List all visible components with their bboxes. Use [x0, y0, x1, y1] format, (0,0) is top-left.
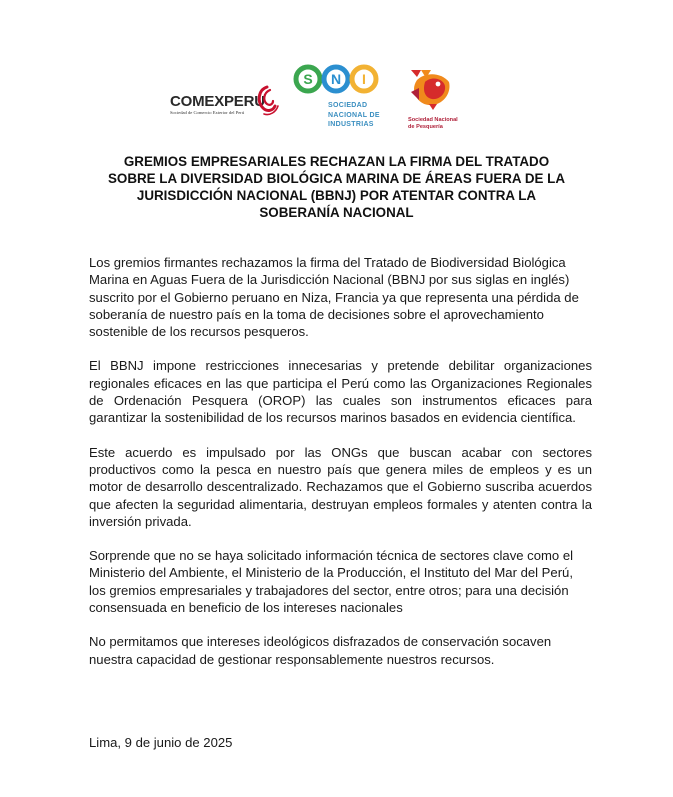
document-body [89, 254, 592, 685]
paragraph-4: Sorprende que no se haya solicitado información técnica de sectores clave como el Ministerio del Ambiente, el Ministerio de la Producción, el Instituto del Mar del Perú, los gremios empresariales y trabajadores del sector, entre otros; para una decisión consensuada en beneficio de los intereses nacionales [89, 548, 574, 616]
comexperu-subtitle: Sociedad de Comercio Exterior del Perú [170, 110, 245, 115]
paragraph-2: El BBNJ impone restricciones innecesarias y pretende debilitar organizaciones regionales eficaces en las que participa el Perú como las Organizaciones Regionales de Ordenación Pesquera (OROP) las cuales son instrumentos eficaces para garantizar la sostenibilidad de los recursos marinos basados en evidencia científica. [89, 358, 592, 426]
sni-caption-line: SOCIEDAD [328, 102, 368, 109]
sni-logo [292, 64, 384, 136]
comexperu-wordmark: COMEXPERU [170, 93, 265, 110]
paragraph-1: Los gremios firmantes rechazamos la firma del Tratado de Biodiversidad Biológica Marina en Aguas Fuera de la Jurisdicción Nacional (BBNJ por sus siglas en inglés) suscrito por el Gobierno peruano en Niza, Francia ya que representa una pérdida de soberanía de nuestro país en la toma de decisiones sobre el aprovechamiento sostenible de los recursos pesqueros. [89, 255, 579, 340]
document-title: GREMIOS EMPRESARIALES RECHAZAN LA FIRMA DEL TRATADO SOBRE LA DIVERSIDAD BIOLÓGICA MARINA DE ÁREAS FUERA DE LA JURISDICCIÓN NACIONAL (BBNJ) POR ATENTAR CONTRA LA SOBERANÍA NACIONAL [107, 154, 566, 220]
snp-caption-line: Sociedad Nacional [408, 117, 458, 123]
comexperu-swirl-icon [254, 84, 280, 118]
sni-badge-icon [293, 64, 379, 94]
paragraph-3: Este acuerdo es impulsado por las ONGs que buscan acabar con sectores productivos como la pesca en nuestro país que genera miles de empleos y es un motor de desarrollo descentralizado. Rechazamos que el Gobierno suscriba acuerdos que afecten la seguridad alimentaria, destruyan empleos formales y atenten contra la inversión privada. [89, 444, 592, 529]
sni-letter-n: N [330, 71, 342, 87]
snp-caption [408, 117, 458, 131]
paragraph-5: No permitamos que intereses ideológicos disfrazados de conservación socaven nuestra capacidad de gestionar responsablemente nuestros recursos. [89, 634, 552, 667]
sni-letter-s: S [303, 71, 313, 87]
sni-letter-i: I [362, 71, 366, 87]
snp-caption-line: de Pesquería [408, 124, 443, 130]
snp-fish-icon [407, 64, 453, 112]
sni-caption [328, 101, 380, 130]
logo-row [0, 0, 673, 140]
sni-caption-line: NACIONAL DE [328, 111, 380, 119]
sni-caption-line: INDUSTRIAS [328, 121, 374, 128]
document-date: Lima, 9 de junio de 2025 [89, 735, 233, 750]
comexperu-logo [156, 80, 286, 118]
snp-logo [404, 64, 470, 134]
